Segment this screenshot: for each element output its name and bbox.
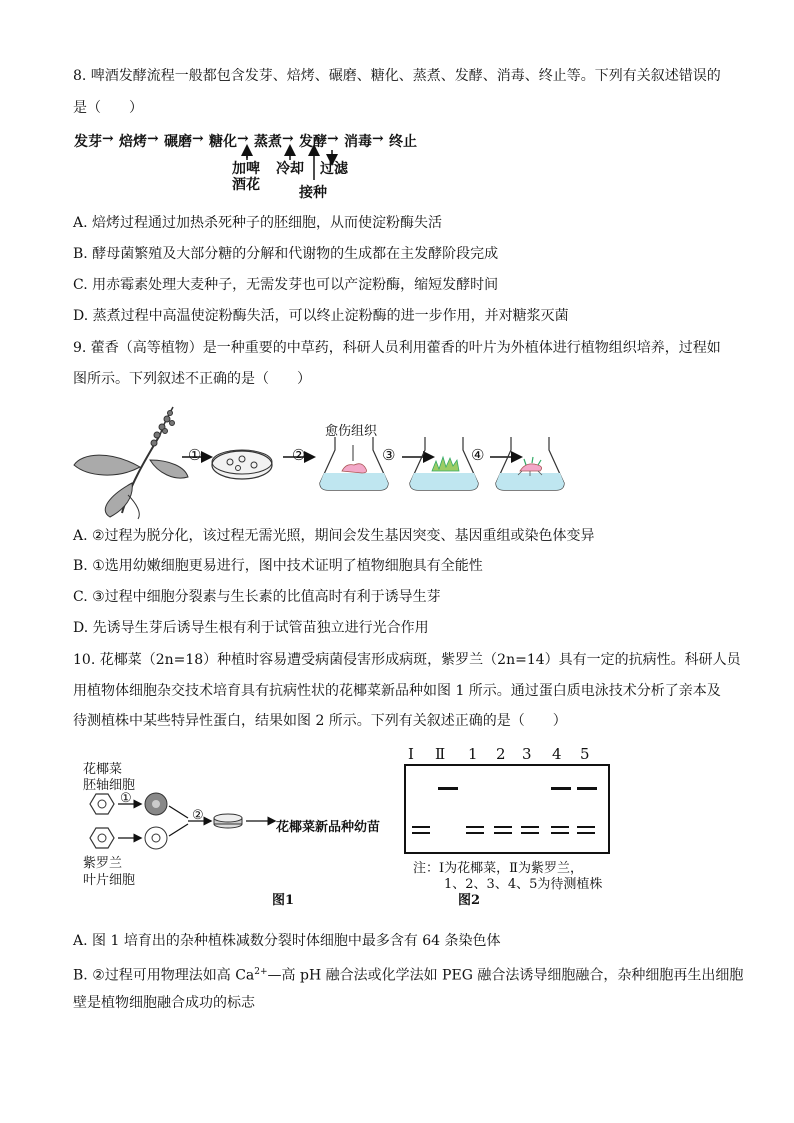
step-3-label: ③ — [382, 446, 396, 464]
q9-option-c: C. ③过程中细胞分裂素与生长素的比值高时有利于诱导生芽 — [73, 589, 441, 605]
lane-label: 3 — [522, 745, 532, 763]
lane-label: Ⅱ — [435, 745, 446, 763]
band — [466, 832, 484, 834]
flow-side-arrows — [0, 0, 794, 220]
fig1-step-1: ① — [120, 791, 132, 806]
band — [494, 832, 512, 834]
q9-option-a: A. ②过程为脱分化，该过程无需光照，期间会发生基因突变、基因重组或染色体变异 — [73, 528, 595, 544]
fig1-label-cauliflower: 花椰菜 — [83, 762, 123, 777]
calcium-superscript: 2+ — [254, 967, 268, 977]
band — [577, 832, 595, 834]
band — [466, 826, 484, 828]
band — [438, 787, 458, 790]
q9-stem-line1: 9. 藿香（高等植物）是一种重要的中草药，科研人员利用藿香的叶片为外植体进行植物组织培养，过程如 — [73, 340, 721, 356]
fig1-step-2: ② — [192, 808, 204, 823]
flow-arrow: → — [102, 131, 114, 147]
flow-arrow: → — [237, 131, 249, 147]
flow-arrow: → — [192, 131, 204, 147]
option-b-text: —高 pH 融合法或化学法如 PEG 融合法诱导细胞融合，杂种细胞再生出细胞 — [267, 967, 744, 984]
plant-leaf-icon — [74, 407, 188, 519]
culture-dish-icon — [214, 814, 242, 828]
band — [551, 832, 569, 834]
q8-stem-line1: 8. 啤酒发酵流程一般都包含发芽、焙烤、碾磨、糖化、蒸煮、发酵、消毒、终止等。下列有关叙述错误的 — [73, 68, 721, 84]
flow-arrow: → — [282, 131, 294, 147]
flow-step-terminate: 终止 — [389, 134, 417, 150]
flow-step-sterilize: 消毒 — [344, 134, 372, 150]
shoot-flask-icon — [410, 437, 478, 490]
lane-label: 4 — [552, 745, 562, 763]
q8-option-b: B. 酵母菌繁殖及大部分糖的分解和代谢物的生成都在主发酵阶段完成 — [73, 246, 499, 262]
option-b-text: B. ②过程可用物理法如高 Ca — [73, 967, 255, 984]
fig1-label-hypocotyl: 胚轴细胞 — [83, 778, 136, 793]
q8-stem-line2: 是（ ） — [73, 100, 143, 116]
step-1-label: ① — [188, 446, 202, 464]
q10-option-a: A. 图 1 培育出的杂种植株减数分裂时体细胞中最多含有 64 条染色体 — [73, 933, 501, 949]
fig2-electrophoresis-gel — [404, 764, 610, 854]
band — [521, 826, 539, 828]
flow-step-boil: 蒸煮 — [254, 134, 282, 150]
side-label-cool: 冷却 — [276, 161, 304, 177]
band — [551, 826, 569, 828]
q8-option-c: C. 用赤霉素处理大麦种子，无需发芽也可以产淀粉酶，缩短发酵时间 — [73, 277, 499, 293]
lane-label: Ⅰ — [408, 745, 414, 763]
flow-step-germinate: 发芽 — [74, 134, 102, 150]
flow-step-saccharify: 糖化 — [209, 134, 237, 150]
q10-stem-line3: 待测植株中某些特异性蛋白，结果如图 2 所示。下列有关叙述正确的是（ ） — [73, 713, 567, 729]
flow-arrow: → — [372, 131, 384, 147]
band — [412, 832, 430, 834]
band — [494, 826, 512, 828]
q10-option-b-line1 — [73, 962, 743, 986]
fig2-note-line1: 注：Ⅰ为花椰菜，Ⅱ为紫罗兰， — [413, 861, 583, 876]
petri-dish-icon — [212, 450, 272, 479]
lane-label: 5 — [580, 745, 590, 763]
q9-option-b: B. ①选用幼嫩细胞更易进行，图中技术证明了植物细胞具有全能性 — [73, 558, 483, 574]
fig2-lane-labels — [400, 745, 610, 763]
flow-step-ferment: 发酵 — [299, 134, 327, 150]
side-label-hops-2: 酒花 — [232, 177, 260, 193]
protoplast-icon — [145, 793, 167, 849]
band — [521, 832, 539, 834]
band — [577, 787, 597, 790]
flow-step-mill: 碾磨 — [164, 134, 192, 150]
side-label-hops-1: 加啤 — [232, 161, 260, 177]
flow-arrow: → — [327, 131, 339, 147]
q10-stem-line2: 用植物体细胞杂交技术培育具有抗病性状的花椰菜新品种如图 1 所示。通过蛋白质电泳技术分析了亲本及 — [73, 683, 721, 699]
callus-label: 愈伤组织 — [325, 424, 378, 439]
band — [412, 826, 430, 828]
step-4-label: ④ — [471, 446, 485, 464]
callus-flask-icon — [320, 437, 388, 490]
q10-stem-line1: 10. 花椰菜（2n=18）种植时容易遭受病菌侵害形成病斑，紫罗兰（2n=14）具有一定的抗病性。科研人员 — [73, 652, 741, 668]
lane-label: 2 — [496, 745, 506, 763]
q8-option-d: D. 蒸煮过程中高温使淀粉酶失活，可以终止淀粉酶的进一步作用，并对糖浆灭菌 — [73, 308, 569, 324]
q8-option-a: A. 焙烤过程通过加热杀死种子的胚细胞，从而使淀粉酶失活 — [73, 215, 443, 231]
fig2-note-line2: 1、2、3、4、5为待测植株 — [444, 877, 603, 892]
step-2-label: ② — [292, 446, 306, 464]
root-flask-icon — [496, 437, 564, 490]
side-label-inoculate: 接种 — [299, 185, 327, 201]
band — [551, 787, 571, 790]
fig1-caption: 图1 — [272, 893, 295, 908]
flow-step-roast: 焙烤 — [119, 134, 147, 150]
fig1-cell-fusion-illustration — [80, 790, 290, 852]
fig1-product-label: 花椰菜新品种幼苗 — [276, 820, 381, 835]
fig1-label-violet: 紫罗兰 — [83, 856, 123, 871]
q9-stem-line2: 图所示。下列叙述不正确的是（ ） — [73, 371, 311, 387]
flow-arrow: → — [147, 131, 159, 147]
fig1-label-leaf: 叶片细胞 — [83, 873, 136, 888]
lane-label: 1 — [468, 745, 478, 763]
q10-option-b-line2: 壁是植物细胞融合成功的标志 — [73, 995, 255, 1011]
fig2-caption: 图2 — [458, 893, 481, 908]
hexagon-cell-icon — [90, 794, 114, 848]
tissue-culture-illustration — [70, 405, 570, 520]
q9-option-d: D. 先诱导生芽后诱导生根有利于试管苗独立进行光合作用 — [73, 620, 429, 636]
band — [577, 826, 595, 828]
side-label-filter: 过滤 — [320, 161, 348, 177]
